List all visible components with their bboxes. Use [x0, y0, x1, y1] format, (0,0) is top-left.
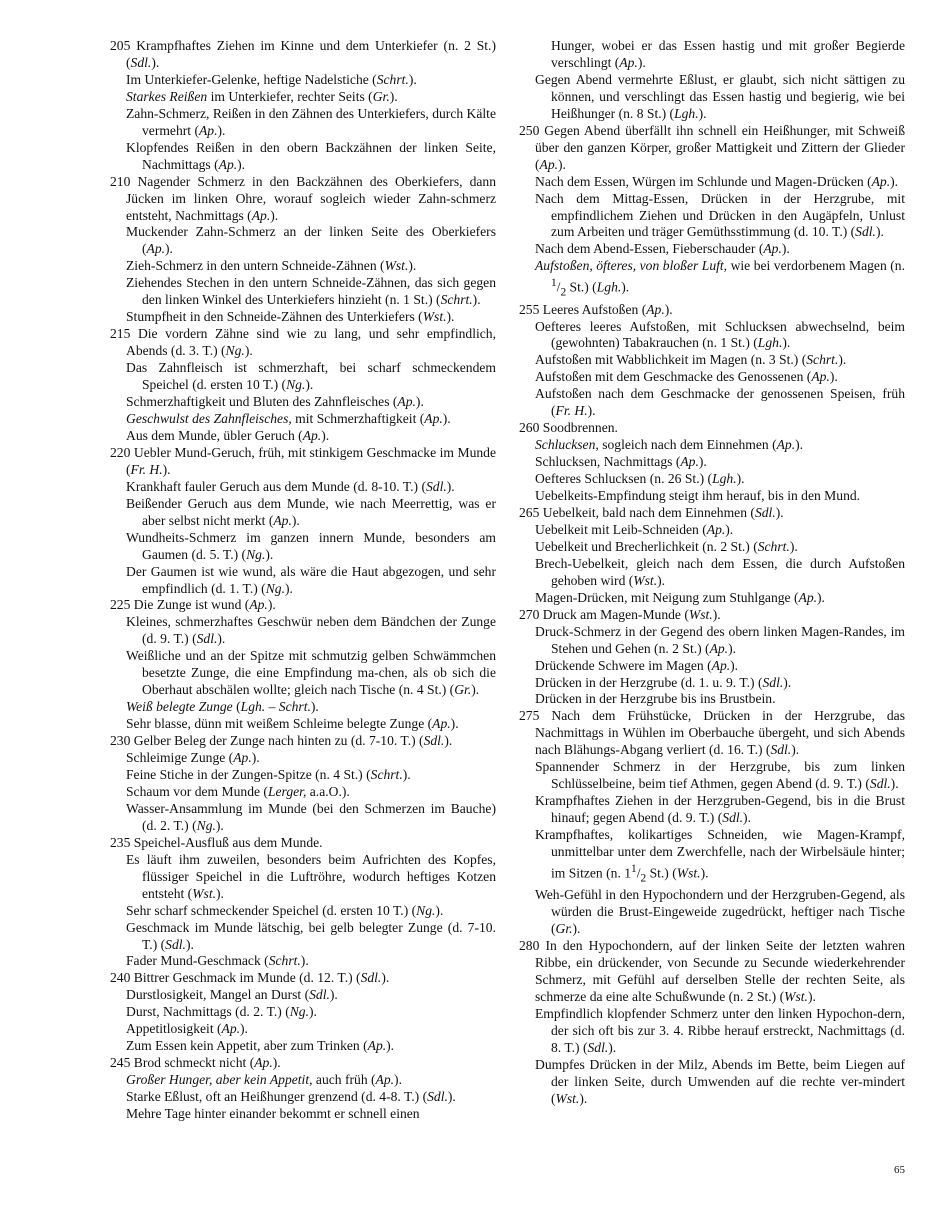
- symptom-entry: Durstlosigkeit, Mangel an Durst (Sdl.).: [126, 987, 338, 1003]
- symptom-entry: Schlucksen, Nachmittags (Ap.).: [535, 454, 707, 470]
- symptom-entry: Weißliche und an der Spitze mit schmutzig gelben Schwämmchen besetzte Zunge, die eine Empfindung ma-chen, als ob sich die Oberhaut abschälen wollte; gleich nach Tische (n. 4 St.) (Gr.).: [126, 648, 496, 698]
- symptom-entry: Ziehendes Stechen in den untern Schneide-Zähnen, das sich gegen den linken Winkel des Unterkiefers hinzieht (n. 1 St.) (Schrt.).: [126, 275, 496, 308]
- numbered-entry: 245 Brod schmeckt nicht (Ap.).: [110, 1055, 281, 1071]
- symptom-entry: Aus dem Munde, übler Geruch (Ap.).: [126, 427, 330, 443]
- symptom-entry: Der Gaumen ist wie wund, als wäre die Haut abgezogen, und sehr empfindlich (d. 1. T.) (Ng.).: [126, 563, 496, 596]
- numbered-entry: 220 Uebler Mund-Geruch, früh, mit stinkigem Geschmacke im Munde (Fr. H.).: [110, 444, 496, 477]
- numbered-entry: 255 Leeres Aufstoßen (Ap.).: [519, 301, 673, 317]
- numbered-entry: 240 Bittrer Geschmack im Munde (d. 12. T.) (Sdl.).: [110, 970, 390, 986]
- symptom-entry: Beißender Geruch aus dem Munde, wie nach Meerrettig, was er aber selbst nicht merkt (Ap.).: [126, 495, 496, 528]
- symptom-entry: Uebelkeit mit Leib-Schneiden (Ap.).: [535, 521, 734, 537]
- symptom-entry: Spannender Schmerz in der Herzgrube, bis zum linken Schlüsselbeine, beim tief Athmen, gegen Abend (d. 9. T.) (Sdl.).: [535, 759, 905, 792]
- numbered-entry: 205 Krampfhaftes Ziehen im Kinne und dem Unterkiefer (n. 2 St.) (Sdl.).: [110, 38, 496, 70]
- symptom-entry: Das Zahnfleisch ist schmerzhaft, bei scharf schmeckendem Speichel (d. ersten 10 T.) (Ng.).: [126, 360, 496, 393]
- symptom-entry: Großer Hunger, aber kein Appetit, auch früh (Ap.).: [126, 1072, 402, 1088]
- symptom-entry: Aufstoßen, öfteres, von bloßer Luft, wie bei verdorbenem Magen (n. $^1/_2$ St.) (Lgh.).: [535, 258, 905, 299]
- symptom-entry: Schmerzhaftigkeit und Bluten des Zahnfleisches (Ap.).: [126, 394, 424, 410]
- symptom-entry: Starkes Reißen im Unterkiefer, rechter Seits (Gr.).: [126, 88, 398, 104]
- symptom-entry: Magen-Drücken, mit Neigung zum Stuhlgange (Ap.).: [535, 589, 825, 605]
- symptom-entry: Klopfendes Reißen in den obern Backzähnen der linken Seite, Nachmittags (Ap.).: [126, 139, 496, 172]
- symptom-entry: Hunger, wobei er das Essen hastig und mit großer Begierde verschlingt (Ap.).: [551, 38, 905, 70]
- symptom-entry: Mehre Tage hinter einander bekommt er schnell einen: [126, 1106, 420, 1122]
- symptom-entry: Oefteres leeres Aufstoßen, mit Schlucksen abwechselnd, beim (gewohnten) Tabakrauchen (n. 1 St.) (Lgh.).: [535, 318, 905, 351]
- symptom-entry: Sehr scharf schmeckender Speichel (d. ersten 10 T.) (Ng.).: [126, 902, 444, 918]
- symptom-entry: Aufstoßen nach dem Geschmacke der genossenen Speisen, früh (Fr. H.).: [535, 386, 905, 419]
- symptom-entry: Durst, Nachmittags (d. 2. T.) (Ng.).: [126, 1004, 317, 1020]
- symptom-entry: Schlucksen, sogleich nach dem Einnehmen (Ap.).: [535, 437, 804, 453]
- symptom-entry: Drücken in der Herzgrube (d. 1. u. 9. T.) (Sdl.).: [535, 674, 792, 690]
- numbered-entry: 215 Die vordern Zähne sind wie zu lang, und sehr empfindlich, Abends (d. 3. T.) (Ng.).: [110, 326, 496, 359]
- symptom-entry: Schleimige Zunge (Ap.).: [126, 750, 260, 766]
- numbered-entry: 210 Nagender Schmerz in den Backzähnen des Oberkiefers, dann Jücken im linken Ohre, worauf sogleich wieder Zahn-schmerz entsteht, Nachmittags (Ap.).: [110, 173, 496, 223]
- numbered-entry: 275 Nach dem Frühstücke, Drücken in der Herzgrube, das Nachmittags in Wühlen im Oberbauche übergeht, und sich Abends nach Blähungs-Abgang verliert (d. 16. T.) (Sdl.).: [519, 708, 905, 758]
- symptom-entry: Uebelkeits-Empfindung steigt ihm herauf, bis in den Mund.: [535, 488, 861, 504]
- symptom-entry: Brech-Uebelkeit, gleich nach dem Essen, die durch Aufstoßen gehoben wird (Wst.).: [535, 555, 905, 588]
- numbered-entry: 265 Uebelkeit, bald nach dem Einnehmen (Sdl.).: [519, 504, 784, 520]
- symptom-entry: Druck-Schmerz in der Gegend des obern linken Magen-Randes, im Stehen und Gehen (n. 2 St.) (Ap.).: [535, 623, 905, 656]
- left-column: [110, 38, 496, 1123]
- symptom-entry: Uebelkeit und Brecherlichkeit (n. 2 St.) (Schrt.).: [535, 538, 798, 554]
- numbered-entry: 225 Die Zunge ist wund (Ap.).: [110, 597, 276, 613]
- symptom-entry: Empfindlich klopfender Schmerz unter den linken Hypochon-dern, der sich oft bis zur 3. 4. Ribbe herauf erstreckt, Nachmittags (d. 8. T.) (Sdl.).: [535, 1005, 905, 1055]
- right-column: [519, 38, 905, 1108]
- numbered-entry: 260 Soodbrennen.: [519, 420, 618, 436]
- symptom-entry: Es läuft ihm zuweilen, besonders beim Aufrichten des Kopfes, flüssiger Speichel in die Luftröhre, wodurch heftiges Kotzen entsteht (Wst.).: [126, 851, 496, 901]
- symptom-entry: Geschwulst des Zahnfleisches, mit Schmerzhaftigkeit (Ap.).: [126, 410, 451, 426]
- symptom-entry: Nach dem Abend-Essen, Fieberschauder (Ap.).: [535, 241, 790, 257]
- symptom-entry: Aufstoßen mit dem Geschmacke des Genossenen (Ap.).: [535, 369, 838, 385]
- symptom-entry: Fader Mund-Geschmack (Schrt.).: [126, 953, 309, 969]
- numbered-entry: 280 In den Hypochondern, auf der linken Seite der letzten wahren Ribbe, ein drückender, von Secunde zu Secunde wiederkehrender Schmerz, mit Gefühl auf derselben Stelle der rechten Seite, als schmerze da eine alte Schußwunde (n. 2 St.) (Wst.).: [519, 938, 905, 1004]
- symptom-entry: Drückende Schwere im Magen (Ap.).: [535, 657, 739, 673]
- symptom-entry: Wundheits-Schmerz im ganzen innern Munde, besonders am Gaumen (d. 5. T.) (Ng.).: [126, 529, 496, 562]
- symptom-entry: Im Unterkiefer-Gelenke, heftige Nadelstiche (Schrt.).: [126, 71, 417, 87]
- numbered-entry: 235 Speichel-Ausfluß aus dem Munde.: [110, 834, 323, 850]
- symptom-entry: Geschmack im Munde lätschig, bei gelb belegter Zunge (d. 7-10. T.) (Sdl.).: [126, 919, 496, 952]
- symptom-entry: Sehr blasse, dünn mit weißem Schleime belegte Zunge (Ap.).: [126, 716, 459, 732]
- numbered-entry: 230 Gelber Beleg der Zunge nach hinten zu (d. 7-10. T.) (Sdl.).: [110, 733, 453, 749]
- symptom-entry: Zieh-Schmerz in den untern Schneide-Zähnen (Wst.).: [126, 258, 417, 274]
- symptom-entry: Zahn-Schmerz, Reißen in den Zähnen des Unterkiefers, durch Kälte vermehrt (Ap.).: [126, 105, 496, 138]
- symptom-entry: Weiß belegte Zunge (Lgh. – Schrt.).: [126, 699, 319, 715]
- symptom-entry: Krampfhaftes, kolikartiges Schneiden, wie Magen-Krampf, unmittelbar unter dem Zwerchfelle, nach der Wirbelsäule hinter; im Sitzen (n. $1^1/_2$ St.) (Wst.).: [535, 827, 905, 885]
- page-number: 65: [894, 1164, 905, 1176]
- symptom-entry: Drücken in der Herzgrube bis ins Brustbein.: [535, 691, 776, 707]
- symptom-entry: Feine Stiche in der Zungen-Spitze (n. 4 St.) (Schrt.).: [126, 766, 411, 782]
- numbered-entry: 250 Gegen Abend überfällt ihn schnell ein Heißhunger, mit Schweiß über den ganzen Körper, großer Mattigkeit und Zittern der Glieder (Ap.).: [519, 122, 905, 172]
- symptom-entry: Kleines, schmerzhaftes Geschwür neben dem Bändchen der Zunge (d. 9. T.) (Sdl.).: [126, 614, 496, 647]
- symptom-entry: Muckender Zahn-Schmerz an der linken Seite des Oberkiefers (Ap.).: [126, 224, 496, 257]
- symptom-entry: Oefteres Schlucksen (n. 26 St.) (Lgh.).: [535, 471, 745, 487]
- symptom-entry: Gegen Abend vermehrte Eßlust, er glaubt, sich nicht sättigen zu können, und verschlingt das Essen hastig und begierig, wie bei Heißhunger (n. 8 St.) (Lgh.).: [535, 71, 905, 121]
- symptom-entry: Starke Eßlust, oft an Heißhunger grenzend (d. 4-8. T.) (Sdl.).: [126, 1089, 456, 1105]
- symptom-entry: Stumpfheit in den Schneide-Zähnen des Unterkiefers (Wst.).: [126, 309, 455, 325]
- symptom-entry: Zum Essen kein Appetit, aber zum Trinken (Ap.).: [126, 1038, 395, 1054]
- symptom-entry: Krampfhaftes Ziehen in der Herzgruben-Gegend, bis in die Brust hinauf; gegen Abend (d. 9. T.) (Sdl.).: [535, 793, 905, 826]
- symptom-entry: Wasser-Ansammlung im Munde (bei den Schmerzen im Bauche) (d. 2. T.) (Ng.).: [126, 800, 496, 833]
- symptom-entry: Appetitlosigkeit (Ap.).: [126, 1021, 248, 1037]
- numbered-entry: 270 Druck am Magen-Munde (Wst.).: [519, 606, 721, 622]
- symptom-entry: Aufstoßen mit Wabblichkeit im Magen (n. 3 St.) (Schrt.).: [535, 352, 847, 368]
- symptom-entry: Schaum vor dem Munde (Lerger, a.a.O.).: [126, 783, 350, 799]
- symptom-entry: Krankhaft fauler Geruch aus dem Munde (d. 8-10. T.) (Sdl.).: [126, 478, 455, 494]
- symptom-entry: Weh-Gefühl in den Hypochondern und der Herzgruben-Gegend, als würden die Brust-Eingeweide zugedrückt, heftiger nach Tische (Gr.).: [535, 887, 905, 937]
- symptom-entry: Nach dem Mittag-Essen, Drücken in der Herzgrube, mit empfindlichem Ziehen und Drücken in den Augäpfeln, Unlust zum Arbeiten und träger Gemüthsstimmung (d. 10. T.) (Sdl.).: [535, 190, 905, 240]
- symptom-entry: Nach dem Essen, Würgen im Schlunde und Magen-Drücken (Ap.).: [535, 173, 899, 189]
- symptom-entry: Dumpfes Drücken in der Milz, Abends im Bette, beim Liegen auf der linken Seite, durch Umwenden auf die rechte ver-mindert (Wst.).: [535, 1056, 905, 1106]
